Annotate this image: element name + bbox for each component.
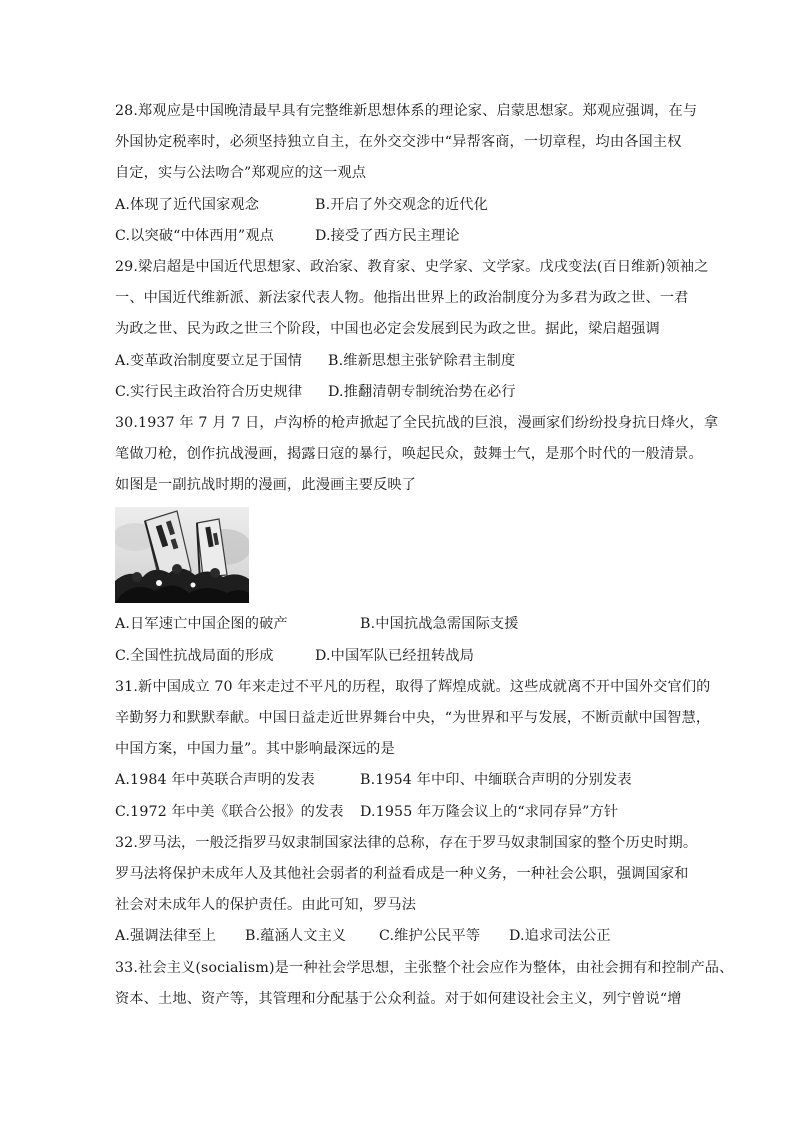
question-28-option-a: A.体现了近代国家观念: [115, 196, 260, 213]
question-30-options-row-2: [115, 641, 685, 672]
question-32-line-1: 32.罗马法，一般泛指罗马奴隶制国家法律的总称，存在于罗马奴隶制国家的整个历史时期。: [115, 834, 698, 851]
question-31-line-3: 中国方案，中国力量”。其中影响最深远的是: [115, 741, 395, 758]
question-31-option-a: A.1984 年中英联合声明的发表: [115, 772, 315, 789]
question-30-line-1: 30.1937 年 7 月 7 日，卢沟桥的枪声掀起了全民抗战的巨浪，漫画家们纷纷投身抗日烽火，拿: [115, 414, 719, 431]
question-32-option-b: B.蕴涵人文主义: [245, 928, 347, 945]
question-28-options-row-1: [115, 190, 685, 221]
question-29-line-1: 29.梁启超是中国近代思想家、政治家、教育家、史学家、文学家。戊戌变法(百日维新)领袖之: [115, 258, 709, 275]
question-28-option-b: B.开启了外交观念的近代化: [315, 196, 488, 213]
question-32-option-d: D.追求司法公正: [509, 928, 611, 945]
question-33: [115, 953, 734, 1015]
question-28-options-row-2: [115, 221, 685, 252]
question-30-options-row-1: [115, 609, 685, 640]
question-28-line-2: 外国协定税率时，必须坚持独立自主，在外交交涉中“异帮客商，一切章程，均由各国主权: [115, 134, 682, 151]
question-29-line-2: 一、中国近代维新派、新法家代表人物。他指出世界上的政治制度分为多君为政之世、一君: [115, 290, 689, 307]
question-28-line-3: 自定，实与公法吻合”郑观应的这一观点: [115, 165, 367, 182]
question-30-line-2: 笔做刀枪，创作抗战漫画，揭露日寇的暴行，唤起民众，鼓舞士气，是那个时代的一般清景。: [115, 446, 703, 463]
question-30-option-c: C.全国性抗战局面的形成: [115, 647, 274, 664]
question-31-option-c: C.1972 年中美《联合公报》的发表: [115, 803, 344, 820]
question-31-line-1: 31.新中国成立 70 年来走过不平凡的历程，取得了辉煌成就。这些成就离不开中国外交官们的: [115, 678, 711, 695]
question-31-option-b: B.1954 年中印、中缅联合声明的分别发表: [360, 772, 632, 789]
question-30-option-b: B.中国抗战急需国际支援: [360, 616, 519, 633]
question-29-line-3: 为政之世、民为政之世三个阶段，中国也必定会发展到民为政之世。据此，梁启超强调: [115, 321, 660, 338]
war-cartoon-image: [115, 507, 249, 603]
question-29: [115, 252, 709, 408]
question-28-option-c: C.以突破“中体西用”观点: [115, 227, 275, 244]
question-29-option-c: C.实行民主政治符合历史规律: [115, 383, 303, 400]
question-31-options-row-1: [115, 765, 685, 796]
question-28: [115, 96, 698, 252]
question-32-line-2: 罗马法将保护未成年人及其他社会弱者的利益看成是一种义务，一种社会公职，强调国家和: [115, 865, 689, 882]
question-32-options-row: [115, 921, 685, 952]
question-30-option-a: A.日军速亡中国企图的破产: [115, 616, 288, 633]
war-cartoon-figure: [115, 501, 685, 609]
question-33-line-2: 资本、土地、资产等，其管理和分配基于公众利益。对于如何建设社会主义，列宁曾说“增: [115, 990, 682, 1007]
question-32-option-c: C.维护公民平等: [379, 928, 481, 945]
question-32-line-3: 社会对未成年人的保护责任。由此可知，罗马法: [115, 897, 417, 914]
question-29-option-d: D.推翻清朝专制统治势在必行: [328, 383, 516, 400]
question-31-options-row-2: [115, 797, 685, 828]
question-30-option-d: D.中国军队已经扭转战局: [315, 647, 475, 664]
question-30-line-3: 如图是一副抗战时期的漫画，此漫画主要反映了: [115, 477, 417, 494]
question-29-options-row-1: [115, 346, 685, 377]
question-28-option-d: D.接受了西方民主理论: [315, 227, 460, 244]
question-32-option-a: A.强调法律至上: [115, 928, 217, 945]
question-31-line-2: 辛勤努力和默默奉献。中国日益走近世界舞台中央，“为世界和平与发展，不断贡献中国智慧，: [115, 710, 711, 726]
question-29-option-a: A.变革政治制度要立足于国情: [115, 352, 303, 369]
question-33-line-1: 33.社会主义(socialism)是一种社会学思想，主张整个社会应作为整体，由社会拥有和控制产品、: [115, 959, 734, 976]
question-32: [115, 828, 698, 953]
question-29-options-row-2: [115, 377, 685, 408]
exam-page: [115, 96, 734, 1015]
question-30: [115, 408, 719, 672]
question-31: [115, 672, 711, 828]
question-29-option-b: B.维新思想主张铲除君主制度: [328, 352, 516, 369]
question-31-option-d: D.1955 年万隆会议上的“求同存异”方针: [360, 803, 619, 820]
question-28-line-1: 28.郑观应是中国晚清最早具有完整维新思想体系的理论家、启蒙思想家。郑观应强调，在与: [115, 103, 698, 119]
